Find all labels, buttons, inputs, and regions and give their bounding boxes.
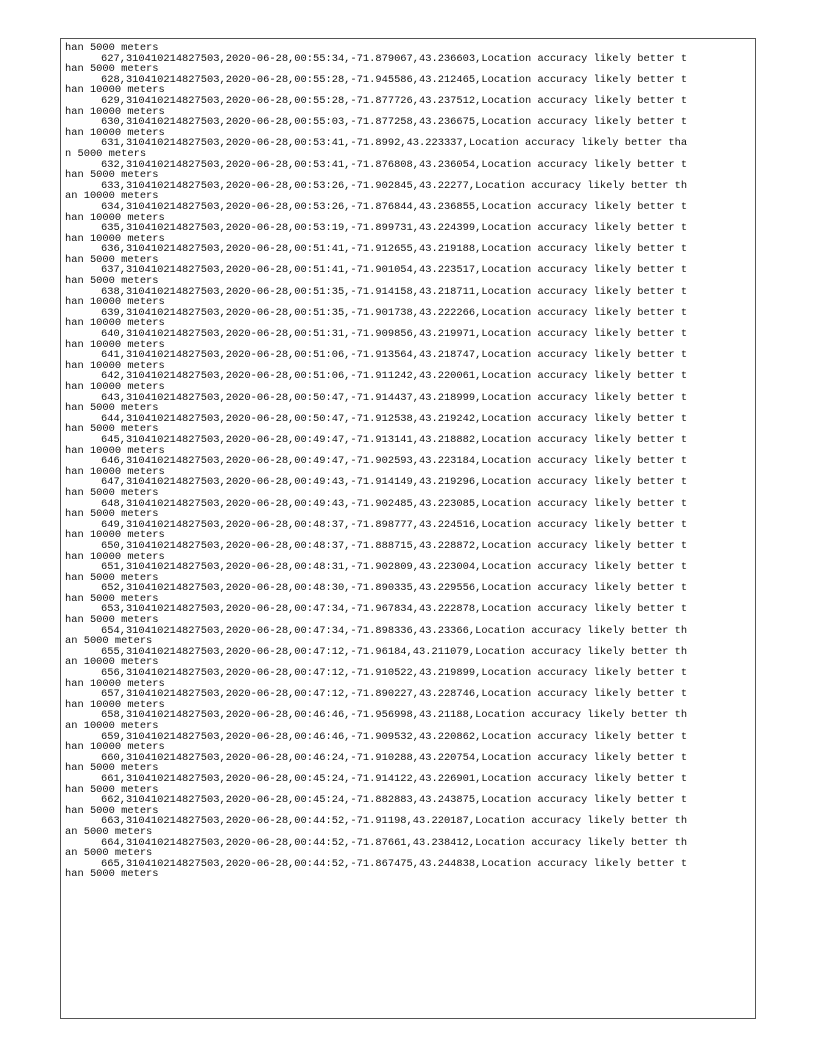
csv-record-line: 633,310410214827503,2020-06-28,00:53:26,-71.902845,43.22277,Location accuracy likely better th [101, 179, 688, 192]
wrapped-continuation-line: han 5000 meters [65, 762, 159, 775]
csv-record-line: 627,310410214827503,2020-06-28,00:55:34,-71.879067,43.236603,Location accuracy likely better t [101, 52, 688, 65]
csv-record-line: 652,310410214827503,2020-06-28,00:48:30,-71.890335,43.229556,Location accuracy likely better t [101, 582, 688, 595]
csv-record-line: 647,310410214827503,2020-06-28,00:49:43,-71.914149,43.219296,Location accuracy likely better t [101, 476, 688, 489]
wrapped-continuation-line: han 5000 meters [65, 253, 159, 266]
csv-record-line: 664,310410214827503,2020-06-28,00:44:52,-71.87661,43.238412,Location accuracy likely better th [101, 836, 688, 849]
csv-record-line: 663,310410214827503,2020-06-28,00:44:52,-71.91198,43.220187,Location accuracy likely better th [101, 815, 688, 828]
wrapped-continuation-line: han 5000 meters [65, 571, 159, 584]
wrapped-continuation-line: han 10000 meters [65, 338, 165, 351]
csv-record-line: 648,310410214827503,2020-06-28,00:49:43,-71.902485,43.223085,Location accuracy likely better t [101, 497, 688, 510]
csv-record-line: 650,310410214827503,2020-06-28,00:48:37,-71.888715,43.228872,Location accuracy likely better t [101, 539, 688, 552]
wrapped-continuation-line: han 10000 meters [65, 232, 165, 245]
csv-record-line: 643,310410214827503,2020-06-28,00:50:47,-71.914437,43.218999,Location accuracy likely better t [101, 391, 688, 404]
csv-text-block [61, 39, 755, 880]
csv-record-line: 630,310410214827503,2020-06-28,00:55:03,-71.877258,43.236675,Location accuracy likely better t [101, 116, 688, 129]
wrapped-continuation-line: an 10000 meters [65, 720, 159, 732]
csv-record-line: 665,310410214827503,2020-06-28,00:44:52,-71.867475,43.244838,Location accuracy likely better t [101, 857, 688, 870]
csv-record-line: 657,310410214827503,2020-06-28,00:47:12,-71.890227,43.228746,Location accuracy likely better t [101, 688, 688, 701]
wrapped-continuation-line: han 10000 meters [65, 359, 165, 372]
wrapped-continuation-line: han 5000 meters [65, 423, 159, 436]
wrapped-continuation-line: han 10000 meters [65, 317, 165, 330]
wrapped-continuation-line: han 5000 meters [65, 486, 159, 499]
csv-record-line: 644,310410214827503,2020-06-28,00:50:47,-71.912538,43.219242,Location accuracy likely better t [101, 412, 688, 425]
wrapped-continuation-line: han 10000 meters [65, 550, 165, 563]
wrapped-continuation-line: han 5000 meters [65, 592, 159, 605]
csv-record-line: 645,310410214827503,2020-06-28,00:49:47,-71.913141,43.218882,Location accuracy likely better t [101, 433, 688, 446]
csv-record-line: 656,310410214827503,2020-06-28,00:47:12,-71.910522,43.219899,Location accuracy likely better t [101, 667, 688, 680]
wrapped-continuation-line: han 5000 meters [65, 275, 159, 288]
csv-record-line: 641,310410214827503,2020-06-28,00:51:06,-71.913564,43.218747,Location accuracy likely better t [101, 349, 688, 362]
wrapped-continuation-line: han 10000 meters [65, 126, 165, 139]
wrapped-continuation-line: han 10000 meters [65, 84, 165, 97]
wrapped-continuation-line: han 5000 meters [65, 783, 159, 796]
wrapped-continuation-line: han 10000 meters [65, 444, 165, 457]
csv-record-line: 658,310410214827503,2020-06-28,00:46:46,-71.956998,43.21188,Location accuracy likely better th [101, 709, 688, 722]
document-frame [60, 38, 756, 1019]
wrapped-continuation-line: han 10000 meters [65, 741, 165, 754]
wrapped-continuation-line: han 10000 meters [65, 105, 165, 118]
wrapped-continuation-line: han 5000 meters [65, 42, 159, 54]
wrapped-continuation-line: han 10000 meters [65, 211, 165, 224]
wrapped-continuation-line: an 10000 meters [65, 190, 159, 203]
csv-record-line: 655,310410214827503,2020-06-28,00:47:12,-71.96184,43.211079,Location accuracy likely better th [101, 645, 688, 658]
csv-record-line: 653,310410214827503,2020-06-28,00:47:34,-71.967834,43.222878,Location accuracy likely better t [101, 603, 688, 616]
wrapped-continuation-line: han 5000 meters [65, 868, 159, 881]
csv-record-line: 662,310410214827503,2020-06-28,00:45:24,-71.882883,43.243875,Location accuracy likely better t [101, 794, 688, 807]
csv-record-line: 632,310410214827503,2020-06-28,00:53:41,-71.876808,43.236054,Location accuracy likely better t [101, 158, 688, 171]
wrapped-continuation-line: han 5000 meters [65, 508, 159, 521]
csv-record-line: 628,310410214827503,2020-06-28,00:55:28,-71.945586,43.212465,Location accuracy likely better t [101, 73, 688, 86]
csv-record-line: 637,310410214827503,2020-06-28,00:51:41,-71.901054,43.223517,Location accuracy likely better t [101, 264, 688, 277]
wrapped-continuation-line: han 5000 meters [65, 63, 159, 76]
wrapped-continuation-line: han 5000 meters [65, 804, 159, 817]
csv-record-line: 640,310410214827503,2020-06-28,00:51:31,-71.909856,43.219971,Location accuracy likely better t [101, 328, 688, 341]
csv-record-line: 639,310410214827503,2020-06-28,00:51:35,-71.901738,43.222266,Location accuracy likely better t [101, 306, 688, 319]
wrapped-continuation-line: han 10000 meters [65, 677, 165, 690]
wrapped-continuation-line: han 5000 meters [65, 169, 159, 182]
wrapped-continuation-line: han 5000 meters [65, 402, 159, 415]
wrapped-continuation-line: n 5000 meters [65, 147, 147, 160]
wrapped-continuation-line: han 10000 meters [65, 381, 165, 393]
csv-record-line: 629,310410214827503,2020-06-28,00:55:28,-71.877726,43.237512,Location accuracy likely better t [101, 94, 688, 107]
wrapped-continuation-line: han 10000 meters [65, 529, 165, 542]
wrapped-continuation-line: han 10000 meters [65, 465, 165, 478]
csv-record-line: 651,310410214827503,2020-06-28,00:48:31,-71.902809,43.223004,Location accuracy likely better t [101, 561, 688, 574]
csv-record-line: 638,310410214827503,2020-06-28,00:51:35,-71.914158,43.218711,Location accuracy likely better t [101, 285, 688, 298]
wrapped-continuation-line: an 5000 meters [65, 635, 153, 648]
wrapped-continuation-line: han 10000 meters [65, 296, 165, 309]
wrapped-continuation-line: han 10000 meters [65, 698, 165, 711]
csv-record-line: 661,310410214827503,2020-06-28,00:45:24,-71.914122,43.226901,Location accuracy likely better t [101, 772, 688, 785]
csv-record-line: 635,310410214827503,2020-06-28,00:53:19,-71.899731,43.224399,Location accuracy likely better t [101, 222, 688, 235]
csv-record-line: 642,310410214827503,2020-06-28,00:51:06,-71.911242,43.220061,Location accuracy likely better t [101, 370, 688, 383]
csv-record-line: 636,310410214827503,2020-06-28,00:51:41,-71.912655,43.219188,Location accuracy likely better t [101, 243, 688, 256]
csv-record-line: 646,310410214827503,2020-06-28,00:49:47,-71.902593,43.223184,Location accuracy likely better t [101, 455, 688, 468]
wrapped-continuation-line: han 5000 meters [65, 614, 159, 627]
csv-record-line: 649,310410214827503,2020-06-28,00:48:37,-71.898777,43.224516,Location accuracy likely better t [101, 518, 688, 531]
csv-record-line: 659,310410214827503,2020-06-28,00:46:46,-71.909532,43.220862,Location accuracy likely better t [101, 730, 688, 743]
csv-record-line: 634,310410214827503,2020-06-28,00:53:26,-71.876844,43.236855,Location accuracy likely better t [101, 200, 688, 213]
wrapped-continuation-line: an 5000 meters [65, 847, 153, 860]
wrapped-continuation-line: an 5000 meters [65, 825, 153, 838]
csv-record-line: 654,310410214827503,2020-06-28,00:47:34,-71.898336,43.23366,Location accuracy likely better th [101, 624, 688, 637]
csv-record-line: 660,310410214827503,2020-06-28,00:46:24,-71.910288,43.220754,Location accuracy likely better t [101, 751, 688, 764]
wrapped-continuation-line: an 10000 meters [65, 656, 159, 669]
csv-record-line: 631,310410214827503,2020-06-28,00:53:41,-71.8992,43.223337,Location accuracy likely better tha [101, 137, 688, 150]
